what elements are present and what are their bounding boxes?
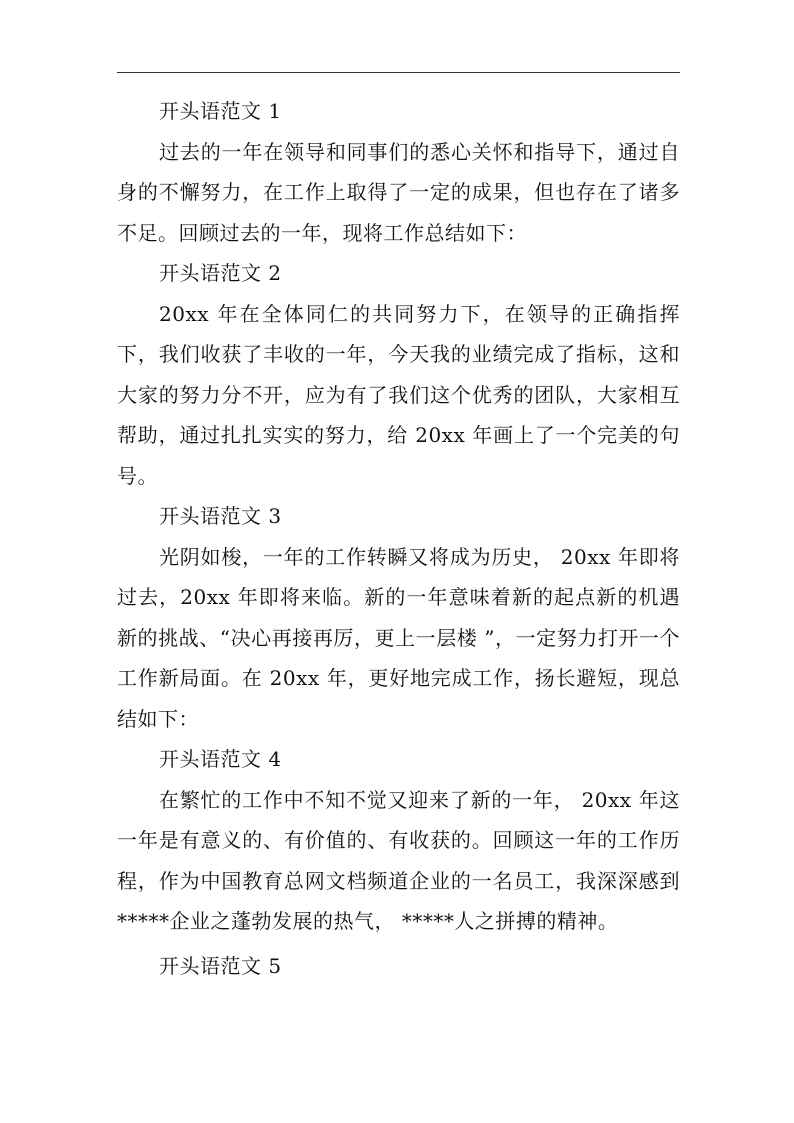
section-heading-2: 开头语范文 2 xyxy=(159,261,282,285)
section-heading-3: 开头语范文 3 xyxy=(159,504,282,528)
section-heading-1: 开头语范文 1 xyxy=(159,99,282,123)
document-body xyxy=(117,91,680,986)
section-paragraph-2: 20xx 年在全体同仁的共同努力下，在领导的正确指挥下，我们收获了丰收的一年，今天我的业绩完成了指标，这和大家的努力分不开，应为有了我们这个优秀的团队，大家相互帮助，通过扎扎实实的努力，给 20xx 年画上了一个完美的句号。 xyxy=(117,301,680,488)
section-paragraph-1: 过去的一年在领导和同事们的悉心关怀和指导下，通过自身的不懈努力，在工作上取得了一定的成果，但也存在了诸多不足。回顾过去的一年，现将工作总结如下： xyxy=(117,139,680,245)
section-paragraph-3: 光阴如梭，一年的工作转瞬又将成为历史， 20xx 年即将过去，20xx 年即将来临。新的一年意味着新的起点新的机遇新的挑战、“决心再接再厉，更上一层楼 ”，一定努力打开一个工作新局面。在 20xx 年，更好地完成工作，扬长避短，现总结如下： xyxy=(117,544,680,731)
section-heading-5: 开头语范文 5 xyxy=(159,953,282,978)
section-paragraph-4: 在繁忙的工作中不知不觉又迎来了新的一年， 20xx 年这一年是有意义的、有价值的、有收获的。回顾这一年的工作历程，作为中国教育总网文档频道企业的一名员工，我深深感到*****企业之蓬勃发展的热气， *****人之拼搏的精神。 xyxy=(117,787,680,933)
header-rule xyxy=(117,72,680,73)
section-heading-4: 开头语范文 4 xyxy=(159,747,282,771)
